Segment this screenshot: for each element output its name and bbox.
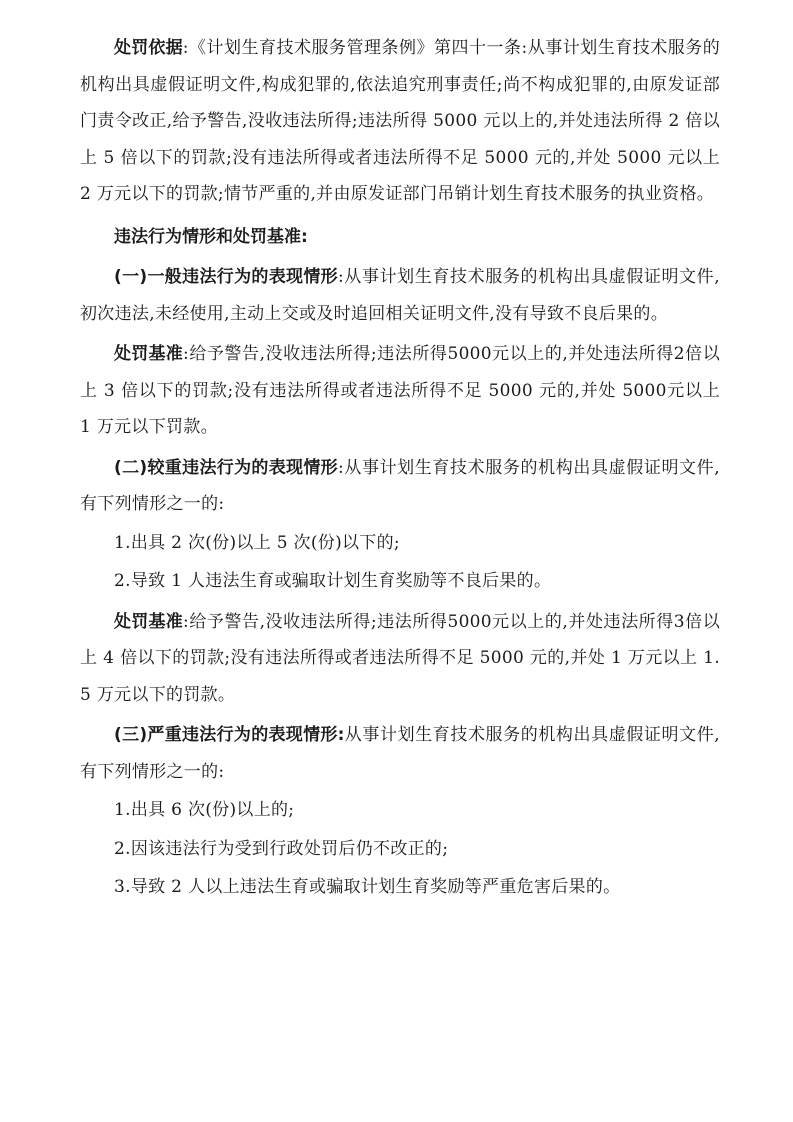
list-item: 1.出具 2 次(份)以上 5 次(份)以下的; [114, 532, 400, 553]
serious-case-heading: (二)较重违法行为的表现情形 [114, 457, 338, 478]
general-case-heading: (一)一般违法行为的表现情形 [114, 267, 338, 287]
basis-label: 处罚依据 [114, 38, 183, 58]
general-case-paragraph [80, 259, 720, 332]
severe-case-text: 从事计划生育技术服务的机构出具虚假证明文件,有下列情形之一的: [80, 725, 720, 782]
general-penalty-paragraph [80, 336, 720, 446]
list-item: 1.出具 6 次(份)以上的; [114, 800, 295, 820]
general-penalty-text: :给予警告,没收违法所得;违法所得5000元以上的,并处违法所得2倍以上 3 倍以下的罚款;没有违法所得或者违法所得不足 5000 元的,并处 5000元以上 1 万元以下罚款。 [80, 344, 720, 437]
serious-case-paragraph [80, 450, 720, 523]
document-page [80, 30, 720, 906]
list-item: 2.导致 1 人违法生育或骗取计划生育奖励等不良后果的。 [114, 571, 552, 591]
serious-penalty-paragraph [80, 604, 720, 714]
severe-case-paragraph [80, 717, 720, 790]
severe-case-heading: (三)严重违法行为的表现情形: [114, 725, 345, 745]
basis-text: :《计划生育技术服务管理条例》第四十一条:从事计划生育技术服务的机构出具虚假证明文件,构成犯罪的,依法追究刑事责任;尚不构成犯罪的,由原发证部门责令改正,给予警告,没收违法所得;违法所得 5000 元以上的,并处违法所得 2 倍以上 5 倍以下的罚款;没有违法所得或者违法所得不足 5000 元的,并处 5000 元以上 2 万元以下的罚款;情节严重的,并由原发证部门吊销计划生育技术服务的执业资格。 [80, 38, 720, 204]
general-penalty-label: 处罚基准 [114, 344, 184, 364]
serious-penalty-label: 处罚基准 [114, 611, 184, 632]
section-heading-text: 违法行为情形和处罚基准: [114, 226, 308, 247]
serious-case-text: :从事计划生育技术服务的机构出具虚假证明文件,有下列情形之一的: [80, 457, 720, 514]
list-item: 2.因该违法行为受到行政处罚后仍不改正的; [114, 838, 449, 859]
serious-penalty-text: :给予警告,没收违法所得;违法所得5000元以上的,并处违法所得3倍以上 4 倍以下的罚款;没有违法所得或者违法所得不足 5000 元的,并处 1 万元以上 1.5 万元以下的罚款。 [80, 611, 720, 705]
section-heading [80, 219, 720, 256]
basis-paragraph [80, 30, 720, 213]
list-item: 3.导致 2 人以上违法生育或骗取计划生育奖励等严重危害后果的。 [114, 877, 621, 897]
general-case-text: :从事计划生育技术服务的机构出具虚假证明文件,初次违法,未经使用,主动上交或及时追回相关证明文件,没有导致不良后果的。 [80, 267, 720, 324]
